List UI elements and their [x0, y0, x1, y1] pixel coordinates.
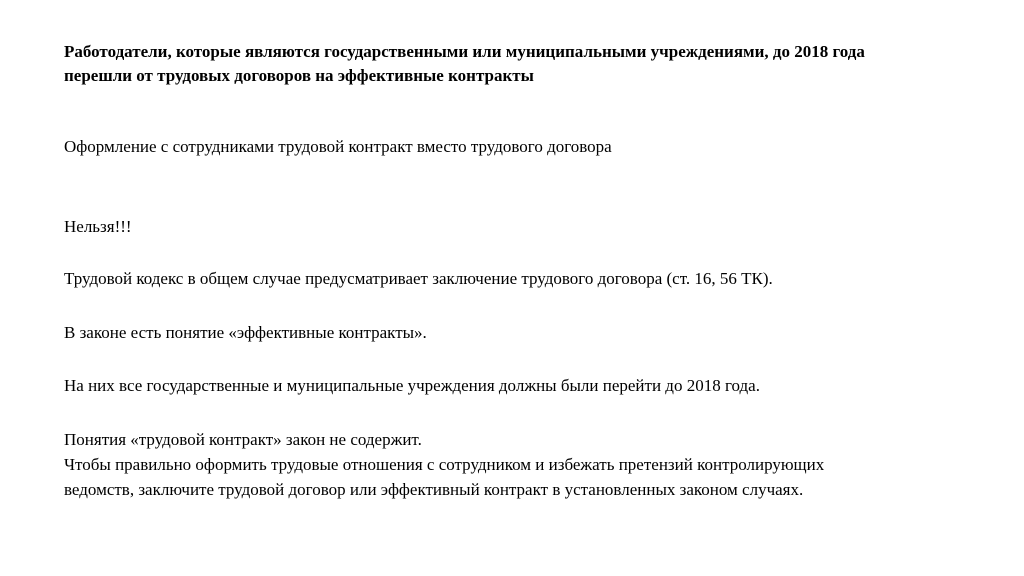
advice-line-2: ведомств, заключите трудовой договор или эффективный контракт в установленных законом случаях.	[64, 480, 804, 499]
advice-line-1: Чтобы правильно оформить трудовые отношения с сотрудником и избежать претензий контролирующих	[64, 455, 825, 474]
heading-line-2: перешли от трудовых договоров на эффективные контракты	[64, 66, 534, 85]
advice-block	[64, 427, 824, 502]
labor-code-paragraph: Трудовой кодекс в общем случае предусматривает заключение трудового договора (ст. 16, 56 ТК).	[64, 269, 773, 288]
law-concept-paragraph: В законе есть понятие «эффективные контракты».	[64, 323, 427, 342]
verdict-text: Нельзя!!!	[64, 217, 132, 236]
deadline-paragraph: На них все государственные и муниципальные учреждения должны были перейти до 2018 года.	[64, 376, 760, 395]
subtitle: Оформление с сотрудниками трудовой контракт вместо трудового договора	[64, 137, 612, 156]
slide-heading	[64, 40, 984, 88]
heading-line-1: Работодатели, которые являются государственными или муниципальными учреждениями, до 2018 года	[64, 42, 865, 61]
no-concept-line: Понятия «трудовой контракт» закон не содержит.	[64, 430, 422, 449]
